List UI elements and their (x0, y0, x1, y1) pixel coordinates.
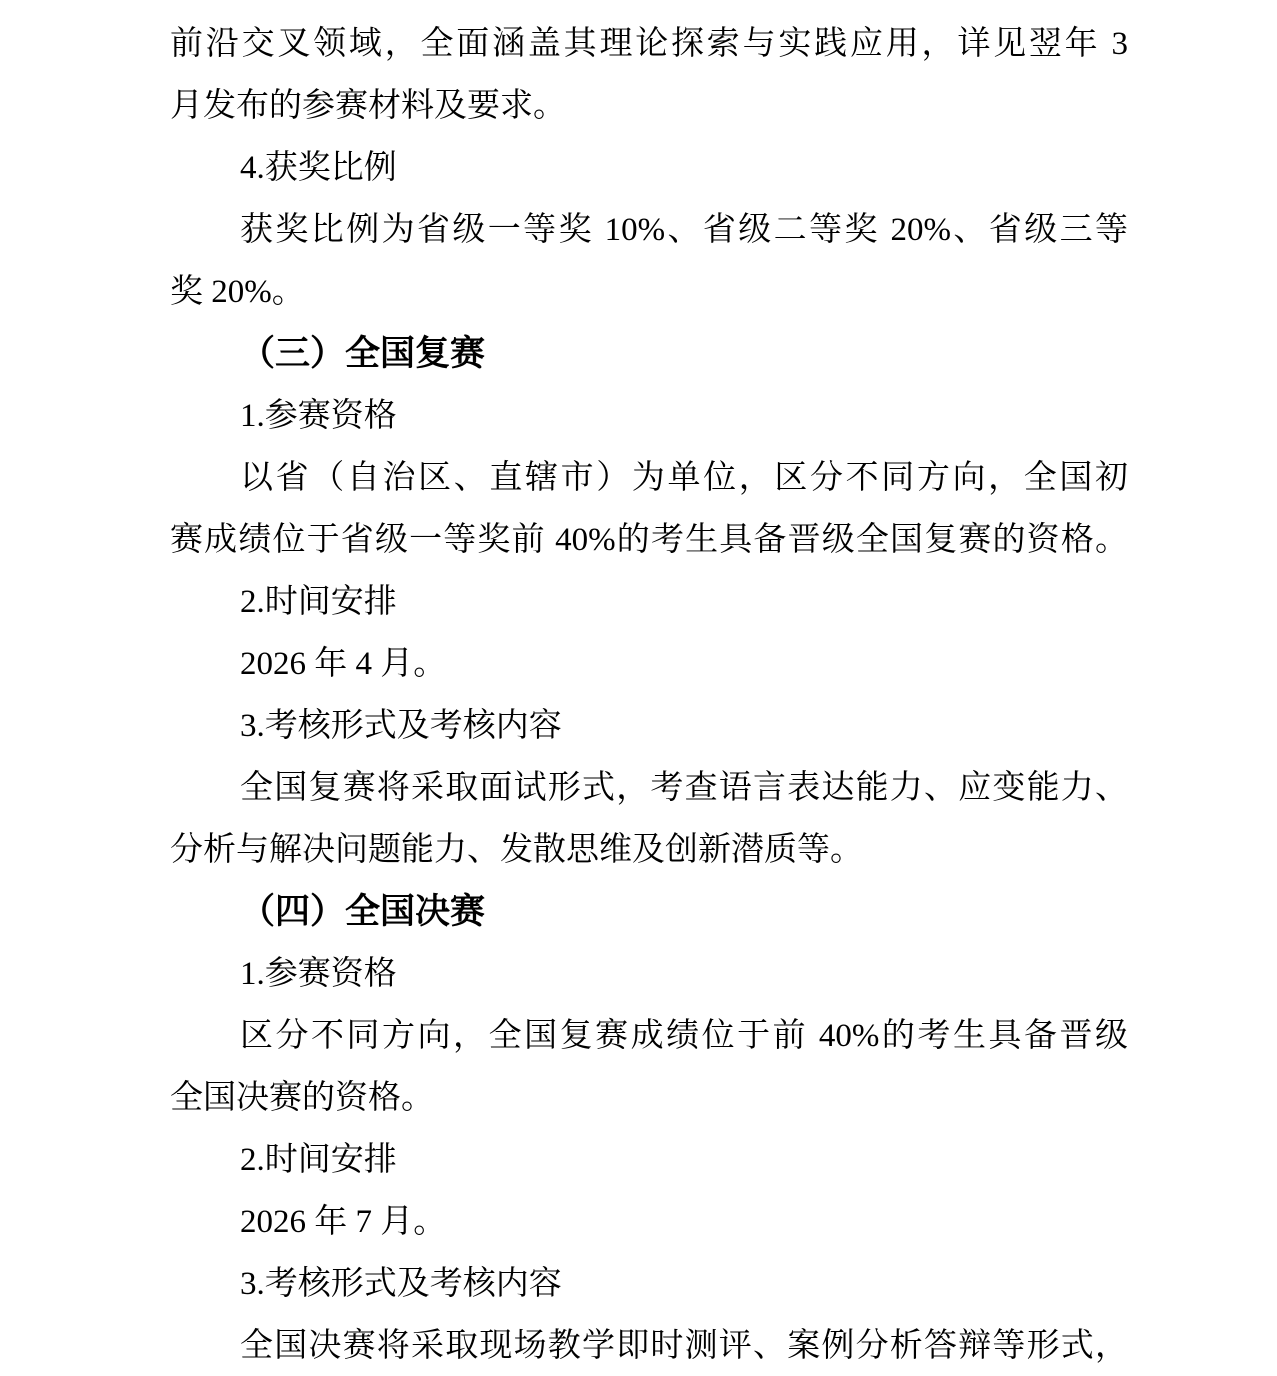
document-line: 2026 年 7 月。 (240, 1204, 447, 1240)
document-body (170, 13, 1128, 1376)
document-line: 区分不同方向，全国复赛成绩位于前 40%的考生具备晋级 (240, 1018, 1128, 1054)
document-line: 赛成绩位于省级一等奖前 40%的考生具备晋级全国复赛的资格。 (170, 522, 1128, 558)
document-line: 3.考核形式及考核内容 (240, 1266, 562, 1302)
document-line: 分析与解决问题能力、发散思维及创新潜质等。 (170, 832, 863, 868)
section-heading: （四）全国决赛 (240, 892, 486, 931)
document-line: 1.参赛资格 (240, 398, 397, 434)
document-line: 2026 年 4 月。 (240, 646, 447, 682)
document-line: 1.参赛资格 (240, 956, 397, 992)
section-heading: （三）全国复赛 (240, 334, 486, 373)
document-line: 获奖比例为省级一等奖 10%、省级二等奖 20%、省级三等 (240, 212, 1128, 248)
document-line: 全国决赛将采取现场教学即时测评、案例分析答辩等形式， (240, 1328, 1128, 1364)
document-line: 奖 20%。 (170, 274, 305, 310)
document-line: 前沿交叉领域，全面涵盖其理论探索与实践应用，详见翌年 3 (170, 26, 1128, 62)
document-line: 2.时间安排 (240, 1142, 397, 1178)
document-line: 月发布的参赛材料及要求。 (170, 88, 566, 124)
document-line: 2.时间安排 (240, 584, 397, 620)
document-line: 4.获奖比例 (240, 150, 397, 186)
document-line: 全国决赛的资格。 (170, 1080, 434, 1116)
document-line: 3.考核形式及考核内容 (240, 708, 562, 744)
document-line: 以省（自治区、直辖市）为单位，区分不同方向，全国初 (240, 460, 1128, 496)
document-line: 全国复赛将采取面试形式，考查语言表达能力、应变能力、 (240, 770, 1128, 806)
